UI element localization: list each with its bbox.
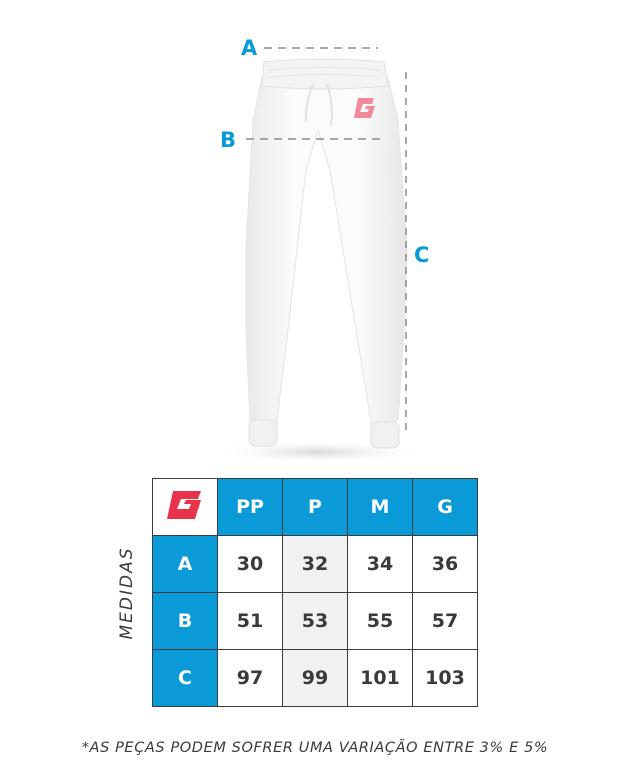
- table-cell: 51: [218, 593, 283, 650]
- table-cell: 97: [218, 650, 283, 707]
- table-cell: 55: [348, 593, 413, 650]
- table-cell: 53: [283, 593, 348, 650]
- table-row: [153, 593, 478, 650]
- dimension-c-label: C: [414, 243, 430, 267]
- row-label-c: C: [153, 650, 218, 707]
- dimension-a-label: A: [241, 36, 258, 60]
- row-group-title: MEDIDAS: [117, 546, 137, 640]
- size-header-g: G: [413, 479, 478, 536]
- left-cuff: [249, 420, 277, 446]
- table-cell: 34: [348, 536, 413, 593]
- size-header-m: M: [348, 479, 413, 536]
- right-cuff: [371, 422, 399, 448]
- header-row: [153, 479, 478, 536]
- table-row: [153, 650, 478, 707]
- table-cell: 57: [413, 593, 478, 650]
- g-logo-icon: [167, 491, 203, 519]
- row-label-b: B: [153, 593, 218, 650]
- row-label-a: A: [153, 536, 218, 593]
- table-cell: 101: [348, 650, 413, 707]
- size-chart-table: [152, 478, 478, 707]
- table-cell: 30: [218, 536, 283, 593]
- table-cell: 32: [283, 536, 348, 593]
- logo-cell: [153, 479, 218, 536]
- table-cell: 99: [283, 650, 348, 707]
- table-row: [153, 536, 478, 593]
- size-header-p: P: [283, 479, 348, 536]
- disclaimer-text: *AS PEÇAS PODEM SOFRER UMA VARIAÇÃO ENTRE 3% E 5%: [81, 740, 549, 756]
- table-cell: 36: [413, 536, 478, 593]
- table-cell: 103: [413, 650, 478, 707]
- dimension-b-label: B: [220, 128, 237, 152]
- pants-body: [246, 78, 407, 428]
- waistband: [262, 59, 388, 89]
- size-header-pp: PP: [218, 479, 283, 536]
